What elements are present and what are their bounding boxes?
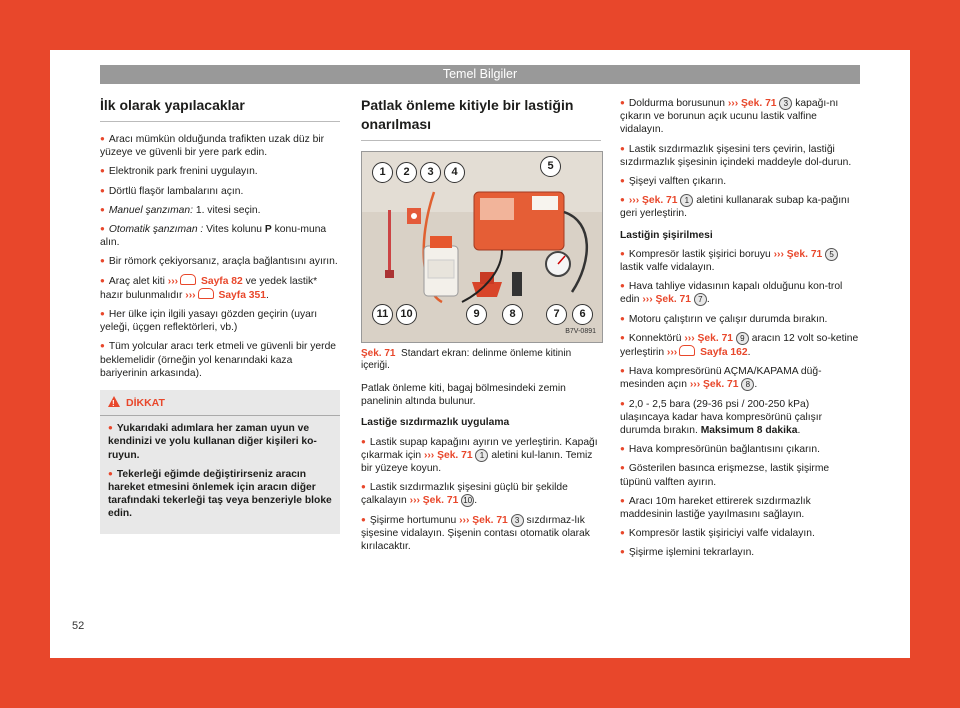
figure-callout: 10 (396, 304, 417, 325)
kit-text-a: Araç alet kiti (108, 275, 168, 287)
step-text: aletini kullanarak subap ka-pağını geri yerleştirin. (620, 195, 850, 220)
warning-header (100, 390, 340, 416)
page-link[interactable]: Sayfa 82 (200, 275, 243, 287)
auto-label: Otomatik şanzıman : (108, 224, 204, 236)
figure-caption-text: Standart ekran: delinme önleme kitinin içeriği. (361, 348, 572, 371)
list-item (620, 247, 860, 274)
warning-title: DİKKAT (126, 397, 165, 410)
step-text: aracın 12 volt so-ketine yerleştirin (620, 332, 859, 359)
figure-link[interactable]: ››› Şek. 71 (642, 294, 691, 306)
figure-callout: 3 (420, 162, 441, 183)
car-icon (198, 288, 214, 299)
step-text: Lastik sızdırmazlık şişesini güçlü bir şekilde çalkalayın (361, 482, 568, 507)
column-repair (361, 96, 601, 558)
step-text: . (474, 495, 478, 507)
step-text: Konnektörü (628, 332, 685, 344)
list-item (361, 435, 601, 476)
section-title-repair: Patlak önleme kitiyle bir lastiğin onarılması (361, 96, 601, 141)
figure-link[interactable]: ››› Şek. 71 (423, 449, 473, 461)
list-item (100, 203, 340, 217)
kit-text-b: ve yedek lastik* hazır bulunmalıdır (100, 275, 318, 301)
figure-callout: 6 (572, 304, 593, 325)
step-text: kapağı-nı çıkarın ve borunun açık ucunu lastik valfine vidalayın. (620, 98, 839, 136)
warning-item: ● Yukarıdaki adımlara her zaman uyun ve kendinizi ve yolu kullanan diğer kişileri ko-ruyun. (108, 421, 332, 462)
subheading-inflation: Lastiğin şişirilmesi (620, 229, 713, 241)
step-text: sızdırmaz-lık şişesine vidalayın. Şişenin contası otomatik olarak kırılacaktır. (361, 514, 590, 553)
figure-callout: 8 (502, 304, 523, 325)
page (50, 50, 910, 658)
figure-callout: 1 (372, 162, 393, 183)
step-text: . (706, 294, 710, 306)
list-item: ● Aracı mümkün olduğunda trafikten uzak düz bir yüzeye ve güvenli bir yere park edin. (100, 132, 340, 159)
callout-number: 1 (475, 449, 488, 462)
callout-number: 7 (694, 293, 707, 306)
column-first-steps (100, 96, 340, 534)
list-item: ● Her ülke için ilgili yasayı gözden geçirin (uyarı yeleği, üçgen reflektörleri, vb.) (100, 307, 340, 334)
list-item: ● Hava kompresörünün bağlantısını çıkarın. (620, 442, 860, 456)
arrow-icon: ››› (666, 347, 678, 359)
page-border-top (0, 0, 960, 50)
list-item: ● Aracı 10m hareket ettirerek sızdırmazlık maddesinin lastiğe yayılmasını sağlayın. (620, 494, 860, 521)
figure-link[interactable]: ››› Şek. 71 (684, 332, 734, 344)
car-icon (180, 274, 196, 285)
column-inflation (620, 96, 860, 565)
arrow-icon: ››› (167, 275, 179, 287)
auto-text-2: konu-muna alın. (100, 224, 327, 249)
manual-label: Manuel şanzıman: (108, 204, 193, 216)
list-item (361, 480, 601, 507)
step-text: . (747, 347, 751, 359)
step-text: . (797, 425, 801, 437)
list-item (620, 193, 860, 220)
warning-body (100, 416, 340, 520)
list-item (620, 96, 860, 137)
figure-callout: 11 (372, 304, 393, 325)
figure-link[interactable]: ››› Şek. 71 (773, 248, 823, 260)
figure-link[interactable]: ››› Şek. 71 (628, 195, 678, 207)
figure-link[interactable]: ››› Şek. 71 (459, 514, 508, 526)
step-text: 2,0 - 2,5 bara (29-36 psi / 200-250 kPa) ulaşıncaya kadar hava kompresörünü çalışır durumda bırakın. (620, 398, 823, 437)
step-text: Hava tahliye vidasının kapalı olduğunu kon-trol edin (620, 281, 843, 306)
list-item (620, 397, 860, 438)
figure-link[interactable]: ››› Şek. 71 (409, 495, 459, 507)
list-item: ● Bir römork çekiyorsanız, araçla bağlantısını ayırın. (100, 254, 340, 268)
list-item (100, 222, 340, 249)
section-title-first-steps: İlk olarak yapılacaklar (100, 96, 340, 122)
list-item (620, 364, 860, 391)
list-item: ● Elektronik park frenini uygulayın. (100, 164, 340, 178)
step-text: Doldurma borusunun (628, 98, 728, 109)
figure-link[interactable]: ››› Şek. 71 (727, 98, 777, 109)
page-link[interactable]: Sayfa 162 (700, 347, 748, 359)
list-item: ● Motoru çalıştırın ve çalışır durumda bırakın. (620, 312, 860, 326)
subheading-sealant: Lastiğe sızdırmazlık uygulama (361, 417, 510, 429)
list-item: ● Şişirme işlemini tekrarlayın. (620, 545, 860, 559)
warning-item: ● Tekerleği eğimde değiştirirseniz aracın hareket etmesini önlemek için aracın diğer tarafındaki tekerleği taş veya benzeriyle bloke edin. (108, 467, 332, 521)
intro-text: Patlak önleme kiti, bagaj bölmesindeki zemin panelinin altında bulunur. (361, 383, 566, 408)
warning-box (100, 390, 340, 534)
callout-number: 10 (461, 494, 474, 507)
page-border-right (910, 0, 960, 708)
callout-number: 1 (680, 194, 693, 207)
page-header: Temel Bilgiler (100, 65, 860, 84)
auto-text: Vites kolunu (203, 224, 265, 236)
list-item (100, 274, 340, 302)
figure-callout: 9 (466, 304, 487, 325)
list-item: ● Gösterilen basınca erişmezse, lastik şişirme tüpünü valften ayırın. (620, 461, 860, 488)
step-text: . (754, 379, 758, 391)
arrow-icon: ››› (185, 289, 196, 301)
figure-callout: 5 (540, 156, 561, 177)
park-symbol: P (264, 224, 272, 236)
step-text: Kompresör lastik şişirici boruyu (628, 248, 774, 260)
figure-code: B7V-0891 (565, 327, 596, 335)
list-item: ● Kompresör lastik şişiriciyi valfe vidalayın. (620, 526, 860, 540)
list-item (361, 513, 601, 554)
callout-number: 5 (825, 248, 838, 261)
figure-callout: 2 (396, 162, 417, 183)
kit-text-c: . (265, 289, 269, 301)
list-item: ● Dörtlü flaşör lambalarını açın. (100, 184, 340, 198)
figure-kit (361, 151, 603, 343)
step-text: Hava kompresörünü AÇMA/KAPAMA düğ-mesinden açın (620, 366, 822, 391)
figure-callout: 4 (444, 162, 465, 183)
list-item (620, 331, 860, 359)
page-number: 52 (72, 620, 85, 632)
callout-number: 3 (779, 97, 792, 110)
figure-caption (361, 348, 601, 372)
warning-icon (108, 396, 120, 407)
callout-number: 8 (741, 378, 754, 391)
list-item: ● Şişeyi valften çıkarın. (620, 174, 860, 188)
list-item: ● Lastik sızdırmazlık şişesini ters çevirin, lastiği sızdırmazlık şişesinin içindeki maddeyle dol-durun. (620, 142, 860, 169)
step-text: Şişirme hortumunu (369, 514, 460, 526)
step-text: lastik valfe vidalayın. (620, 262, 715, 274)
step-text: aletini kul-lanın. Temiz bir yüzeye koyun. (361, 449, 593, 475)
page-border-left (0, 0, 50, 708)
max-duration: Maksimum 8 dakika (700, 425, 798, 437)
callout-number: 9 (736, 332, 749, 345)
page-border-bottom (0, 658, 960, 708)
callout-number: 3 (511, 514, 524, 527)
manual-text: 1. vitesi seçin. (192, 204, 261, 216)
car-icon (679, 345, 695, 356)
list-item: ● Tüm yolcular aracı terk etmeli ve güvenli bir yerde beklemelidir (örneğin yol kenarındaki kaza bariyerinin arkasında). (100, 339, 340, 380)
figure-callout: 7 (546, 304, 567, 325)
list-item (620, 279, 860, 306)
step-text: Lastik supap kapağını ayırın ve yerleştirin. Kapağı çıkarmak için (361, 436, 598, 461)
figure-label: Şek. 71 (361, 348, 396, 359)
figure-link[interactable]: ››› Şek. 71 (689, 379, 739, 391)
page-link[interactable]: Sayfa 351 (218, 289, 266, 301)
